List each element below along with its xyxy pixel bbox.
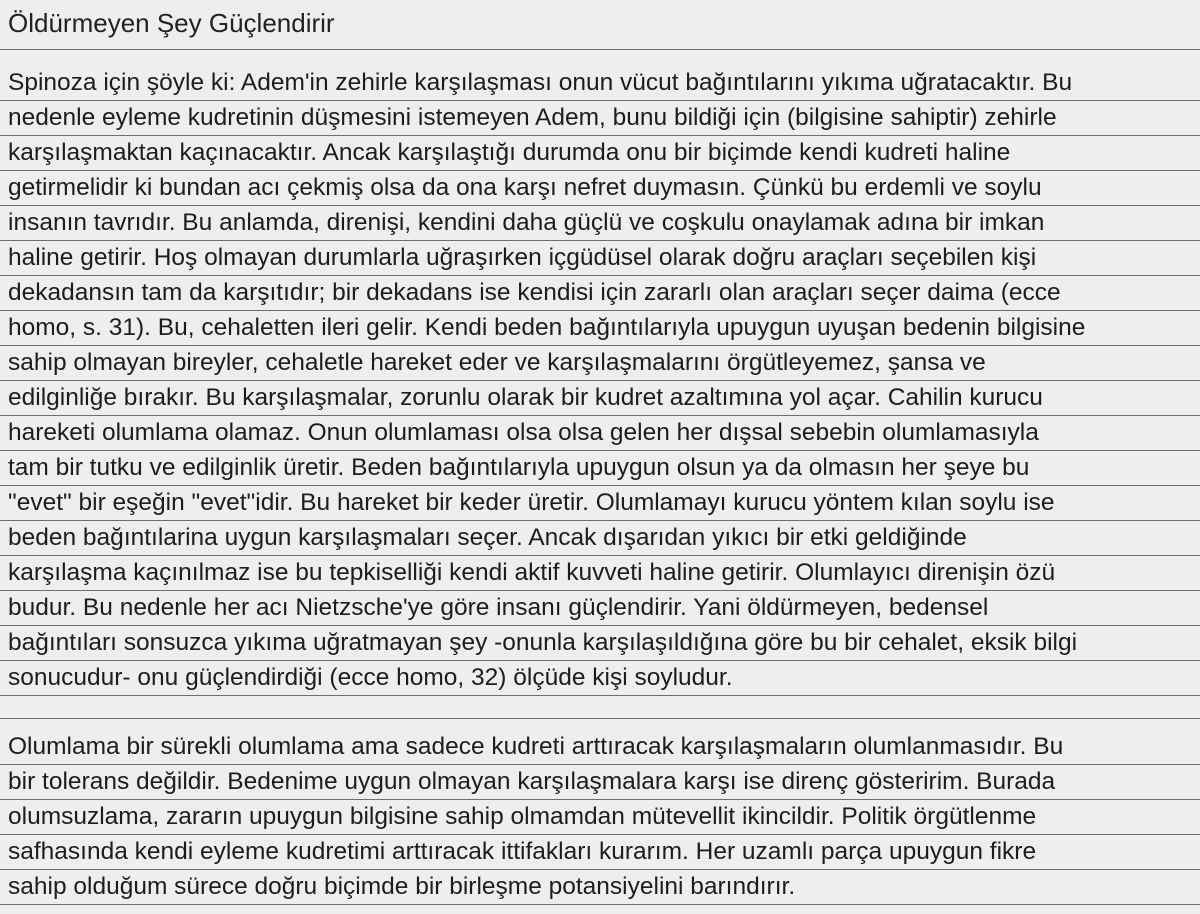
text-line: sonucudur- onu güçlendirdiği (ecce homo, 32) ölçüde kişi soyludur. [8, 664, 733, 691]
text-line: beden bağıntılarina uygun karşılaşmaları seçer. Ancak dışarıdan yıkıcı bir etki geldiğinde [8, 524, 967, 551]
text-line: sahip olduğum sürece doğru biçimde bir birleşme potansiyelini barındırır. [8, 873, 796, 900]
text-line: hareketi olumlama olamaz. Onun olumlaması olsa olsa gelen her dışsal sebebin olumlamasıyla [8, 419, 1039, 446]
text-line: dekadansın tam da karşıtıdır; bir dekadans ise kendisi için zararlı olan araçları seçer daima (ecce [8, 279, 1061, 306]
line-rule [0, 904, 1200, 905]
title-rule [0, 49, 1200, 50]
text-line: nedenle eyleme kudretinin düşmesini istemeyen Adem, bunu bildiği için (bilgisine sahiptir) zehirle [8, 104, 1057, 131]
text-line: bağıntıları sonsuzca yıkıma uğratmayan şey -onunla karşılaşıldığına göre bu bir cehalet, eksik bilgi [8, 629, 1078, 656]
text-line: safhasında kendi eyleme kudretimi arttıracak ittifakları kurarım. Her uzamlı parça upuygun fikre [8, 838, 1037, 865]
text-line: tam bir tutku ve edilginlik üretir. Beden bağıntılarıyla upuygun olsun ya da olmasın her şeye bu [8, 454, 1030, 481]
text-line: Spinoza için şöyle ki: Adem'in zehirle karşılaşması onun vücut bağıntılarını yıkıma uğratacaktır. Bu [8, 69, 1073, 96]
text-line: karşılaşma kaçınılmaz ise bu tepkiselliği kendi aktif kuvveti haline getirir. Olumlayıcı direnişin özü [8, 559, 1056, 586]
text-line: homo, s. 31). Bu, cehaletten ileri gelir. Kendi beden bağıntılarıyla upuygun uyuşan bedenin bilgisine [8, 314, 1086, 341]
document-title: Öldürmeyen Şey Güçlendirir [8, 8, 335, 38]
text-line: sahip olmayan bireyler, cehaletle hareket eder ve karşılaşmalarını örgütleyemez, şansa ve [8, 349, 986, 376]
text-line: karşılaşmaktan kaçınacaktır. Ancak karşılaştığı durumda onu bir biçimde kendi kudreti haline [8, 139, 1011, 166]
text-line: insanın tavrıdır. Bu anlamda, direnişi, kendini daha güçlü ve coşkulu onaylamak adına bir imkan [8, 209, 1045, 236]
text-line: budur. Bu nedenle her acı Nietzsche'ye göre insanı güçlendirir. Yani öldürmeyen, bedensel [8, 594, 989, 621]
text-line: haline getirir. Hoş olmayan durumlarla uğraşırken içgüdüsel olarak doğru araçları seçebilen kişi [8, 244, 1037, 271]
text-line: getirmelidir ki bundan acı çekmiş olsa da ona karşı nefret duymasın. Çünkü bu erdemli ve soylu [8, 174, 1042, 201]
text-line: olumsuzlama, zararın upuygun bilgisine sahip olmamdan mütevellit ikincildir. Politik örgütlenme [8, 803, 1037, 830]
text-line: "evet" bir eşeğin "evet"idir. Bu hareket bir keder üretir. Olumlamayı kurucu yöntem kılan soylu ise [8, 489, 1055, 516]
line-rule [0, 695, 1200, 696]
paragraph-separator-rule [0, 718, 1200, 719]
text-line: edilginliğe bırakır. Bu karşılaşmalar, zorunlu olarak bir kudret azaltımına yol açar. Cahilin kurucu [8, 384, 1043, 411]
text-line: Olumlama bir sürekli olumlama ama sadece kudreti arttıracak karşılaşmaların olumlanmasıdır. Bu [8, 733, 1064, 760]
text-line: bir tolerans değildir. Bedenime uygun olmayan karşılaşmalara karşı ise direnç gösteririm. Burada [8, 768, 1056, 795]
